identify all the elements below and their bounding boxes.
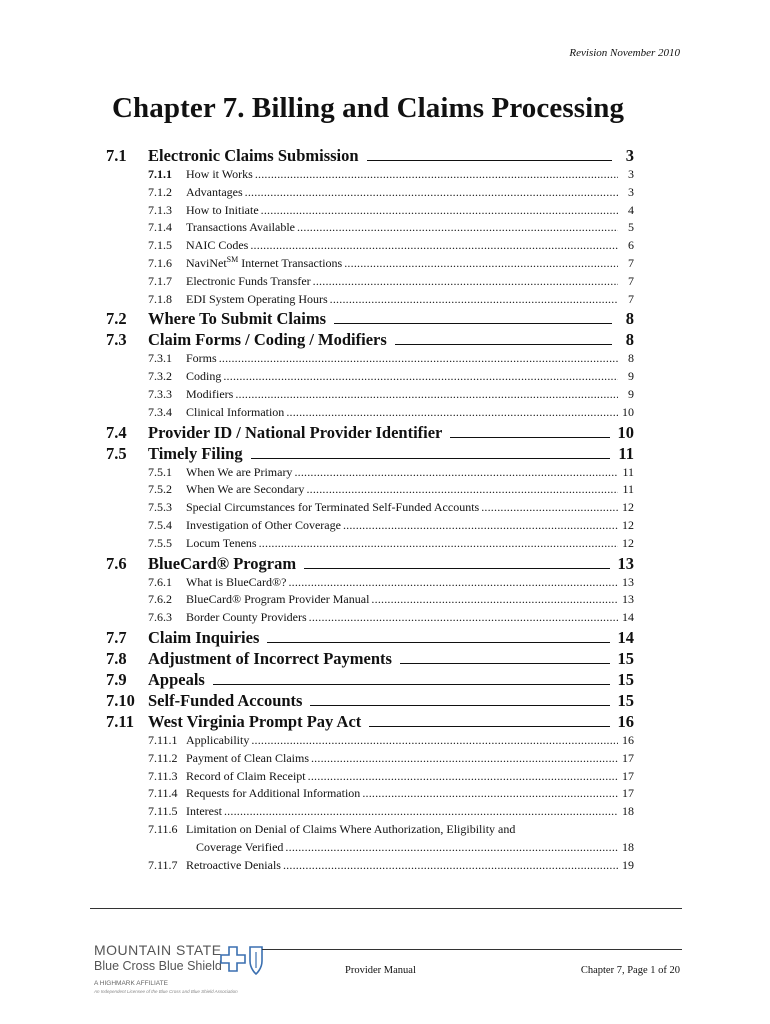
toc-section-leader — [334, 323, 612, 324]
toc-section-number: 7.8 — [106, 648, 127, 668]
toc-dot-leader — [223, 368, 618, 386]
toc-section-leader — [267, 642, 609, 643]
toc-section-title: Self-Funded Accounts — [148, 690, 303, 710]
logo-licensee: An Independent Licensee of the Blue Cross and Blue Shield Association — [94, 989, 238, 994]
toc-section-number: 7.4 — [106, 422, 127, 442]
toc-subsection-title — [186, 350, 217, 368]
toc-subsection-number: 7.11.5 — [148, 804, 178, 819]
toc-subsection-title — [186, 535, 257, 553]
toc-subsection-row[interactable] — [106, 732, 634, 750]
toc-subsection-row[interactable] — [106, 255, 634, 273]
toc-subsection-title-text: EDI System Operating Hours — [186, 291, 328, 306]
toc-section-page: 11 — [618, 443, 634, 463]
toc-subsection-page: 12 — [622, 535, 634, 550]
toc-dot-leader — [309, 609, 618, 627]
toc-subsection-page: 17 — [622, 768, 634, 783]
toc-dot-leader — [313, 273, 618, 291]
toc-section-leader — [400, 663, 610, 664]
toc-section-row[interactable] — [106, 443, 634, 464]
toc-subsection-number: 7.1.3 — [148, 202, 172, 217]
toc-subsection-row[interactable] — [106, 857, 634, 875]
footer-divider — [90, 908, 682, 909]
toc-subsection-page: 14 — [622, 610, 634, 625]
toc-section-page: 13 — [617, 553, 634, 573]
toc-section-leader — [369, 726, 609, 727]
toc-subsection-title — [186, 750, 309, 768]
toc-subsection-title — [186, 768, 306, 786]
toc-subsection-title-text: Modifiers — [186, 386, 234, 401]
toc-section-page: 8 — [625, 309, 634, 329]
toc-subsection-title — [186, 464, 292, 482]
toc-section-row[interactable] — [106, 711, 634, 732]
toc-subsection-number: 7.3.3 — [148, 386, 172, 401]
toc-subsection-title-rest: Internet Transactions — [238, 255, 343, 270]
toc-subsection-page: 13 — [622, 574, 634, 589]
footer-divider-short — [262, 949, 682, 950]
toc-subsection-page: 10 — [622, 404, 634, 419]
toc-section-title: Provider ID / National Provider Identifier — [148, 422, 443, 442]
toc-section-page: 3 — [625, 146, 634, 165]
toc-subsection-title-text: Retroactive Denials — [186, 857, 281, 872]
toc-subsection-row[interactable] — [106, 368, 634, 386]
toc-subsection-title — [186, 368, 221, 386]
toc-subsection-title-text: Requests for Additional Information — [186, 786, 361, 801]
toc-dot-leader — [288, 574, 618, 592]
toc-section-title: Claim Forms / Coding / Modifiers — [148, 330, 387, 350]
toc-subsection-title-text: When We are Primary — [186, 464, 293, 479]
toc-subsection-page: 8 — [628, 351, 634, 366]
toc-subsection-title — [186, 803, 222, 821]
toc-subsection-title — [186, 499, 479, 517]
toc-section-page: 15 — [617, 648, 634, 668]
toc-dot-leader — [283, 857, 618, 875]
toc-subsection-page: 11 — [622, 482, 634, 497]
toc-subsection-number: 7.6.3 — [148, 610, 172, 625]
toc-dot-leader — [224, 803, 618, 821]
toc-section-page: 16 — [617, 711, 634, 731]
toc-section-title: Timely Filing — [148, 443, 243, 463]
toc-subsection-page: 19 — [622, 857, 634, 872]
toc-dot-leader — [308, 768, 618, 786]
toc-subsection-page: 6 — [628, 238, 634, 253]
toc-dot-leader — [261, 202, 618, 220]
toc-subsection-number: 7.3.4 — [148, 404, 172, 419]
toc-subsection-number: 7.5.3 — [148, 500, 172, 515]
toc-subsection-number: 7.1.6 — [148, 255, 172, 270]
toc-subsection-row[interactable] — [106, 517, 634, 535]
toc-subsection-number: 7.1.8 — [148, 291, 172, 306]
toc-subsection-number: 7.5.2 — [148, 482, 172, 497]
toc-subsection-row[interactable] — [106, 291, 634, 309]
logo-line-2: Blue Cross Blue Shield — [94, 959, 222, 973]
toc-section-number: 7.11 — [106, 711, 134, 731]
toc-subsection-number: 7.11.6 — [148, 821, 178, 836]
toc-subsection-row[interactable] — [106, 350, 634, 368]
toc-subsection-title-cont: Coverage Verified — [196, 839, 284, 854]
toc-subsection-number: 7.5.4 — [148, 517, 172, 532]
toc-subsection-page: 12 — [622, 500, 634, 515]
toc-subsection-number: 7.1.5 — [148, 238, 172, 253]
toc-subsection-title — [186, 609, 307, 627]
toc-section-number: 7.1 — [106, 146, 127, 165]
toc-subsection-title-text: NaviNet — [186, 255, 227, 270]
toc-subsection-title — [186, 237, 248, 255]
cross-shield-icon — [220, 944, 264, 978]
footer-manual-label: Provider Manual — [345, 965, 416, 976]
toc-subsection-page: 16 — [622, 732, 634, 747]
toc-dot-leader — [297, 219, 618, 237]
toc-section-page: 14 — [617, 627, 634, 647]
toc-section-title: Adjustment of Incorrect Payments — [148, 648, 392, 668]
toc-section-leader — [367, 160, 612, 161]
toc-dot-leader — [285, 839, 618, 857]
toc-dot-leader — [286, 404, 618, 422]
toc-subsection-row[interactable] — [106, 499, 634, 517]
toc-subsection-page: 5 — [628, 220, 634, 235]
toc-subsection-row[interactable] — [106, 750, 634, 768]
toc-subsection-number: 7.5.5 — [148, 535, 172, 550]
toc-subsection-title — [186, 291, 328, 309]
toc-subsection-page: 12 — [622, 517, 634, 532]
revision-label: Revision November 2010 — [569, 47, 680, 59]
toc-subsection-title-text: Forms — [186, 351, 217, 366]
toc-section-number: 7.6 — [106, 553, 127, 573]
toc-section-leader — [395, 344, 612, 345]
company-logo — [88, 942, 268, 1002]
toc-subsection-title-text: Applicability — [186, 732, 250, 747]
table-of-contents — [106, 145, 634, 874]
toc-subsection-row[interactable] — [106, 785, 634, 803]
toc-dot-leader — [259, 535, 618, 553]
toc-subsection-row[interactable] — [106, 591, 634, 609]
toc-subsection-number: 7.5.1 — [148, 464, 172, 479]
toc-subsection-row[interactable] — [106, 768, 634, 786]
toc-subsection-title: Limitation on Denial of Claims Where Authorization, Eligibility and — [186, 821, 516, 836]
toc-section-page: 10 — [617, 422, 634, 442]
toc-subsection-title — [186, 481, 304, 499]
toc-section-row[interactable] — [106, 553, 634, 574]
toc-subsection-number: 7.6.1 — [148, 574, 172, 589]
toc-subsection-title-text: When We are Secondary — [186, 482, 305, 497]
toc-section-title: Where To Submit Claims — [148, 309, 327, 329]
toc-subsection-number: 7.11.4 — [148, 786, 178, 801]
service-mark: SM — [226, 254, 239, 264]
toc-section-number: 7.5 — [106, 443, 127, 463]
toc-subsection-title-text: NAIC Codes — [186, 238, 249, 253]
toc-subsection-number: 7.1.4 — [148, 220, 172, 235]
toc-section-leader — [450, 437, 609, 438]
toc-subsection-title-text: Coding — [186, 369, 222, 384]
toc-section-row[interactable] — [106, 669, 634, 690]
toc-dot-leader — [344, 255, 618, 273]
toc-subsection-title — [186, 732, 249, 750]
toc-subsection-row[interactable] — [106, 166, 634, 184]
toc-dot-leader — [219, 350, 618, 368]
toc-subsection-page: 17 — [622, 786, 634, 801]
toc-subsection-title-text: Clinical Information — [186, 404, 285, 419]
toc-subsection-title — [186, 184, 243, 202]
toc-dot-leader — [255, 166, 618, 184]
toc-subsection-row[interactable] — [106, 803, 634, 821]
toc-subsection-title-text: Special Circumstances for Terminated Self-Funded Accounts — [186, 500, 480, 515]
toc-section-row[interactable] — [106, 308, 634, 329]
toc-section-row[interactable] — [106, 627, 634, 648]
toc-subsection-title — [186, 591, 369, 609]
toc-subsection-title-text: Border County Providers — [186, 610, 307, 625]
toc-dot-leader — [245, 184, 618, 202]
toc-subsection-title-text: Payment of Clean Claims — [186, 750, 309, 765]
toc-subsection-title — [186, 219, 295, 237]
toc-dot-leader — [311, 750, 618, 768]
toc-dot-leader — [362, 785, 618, 803]
toc-subsection-title-text: Electronic Funds Transfer — [186, 273, 311, 288]
logo-line-1: MOUNTAIN STATE — [94, 942, 222, 958]
toc-dot-leader — [481, 499, 618, 517]
toc-section-title: Claim Inquiries — [148, 627, 260, 647]
toc-section-number: 7.7 — [106, 627, 127, 647]
toc-subsection-title-text: Locum Tenens — [186, 535, 257, 550]
toc-section-number: 7.9 — [106, 669, 127, 689]
toc-subsection-title-text: Interest — [186, 804, 222, 819]
toc-section-title: Electronic Claims Submission — [148, 146, 359, 165]
toc-subsection-title — [186, 273, 311, 291]
toc-dot-leader — [343, 517, 618, 535]
toc-subsection-title — [186, 517, 341, 535]
toc-subsection-row[interactable] — [106, 574, 634, 592]
toc-subsection-title — [186, 857, 281, 875]
toc-section-title: West Virginia Prompt Pay Act — [148, 711, 362, 731]
toc-subsection-page: 3 — [628, 184, 634, 199]
toc-subsection-title — [186, 574, 286, 592]
toc-subsection-title-text: How to Initiate — [186, 202, 259, 217]
toc-subsection-title — [186, 785, 360, 803]
toc-subsection-row[interactable] — [106, 821, 634, 857]
toc-section-number: 7.2 — [106, 309, 127, 329]
toc-subsection-row[interactable] — [106, 386, 634, 404]
toc-subsection-page: 9 — [628, 386, 634, 401]
toc-section-page: 8 — [625, 330, 634, 350]
toc-subsection-number: 7.11.3 — [148, 768, 178, 783]
toc-subsection-number: 7.3.1 — [148, 351, 172, 366]
toc-dot-leader — [250, 237, 618, 255]
toc-subsection-row[interactable] — [106, 273, 634, 291]
toc-subsection-title-text: How it Works — [186, 167, 253, 181]
toc-subsection-page: 17 — [622, 750, 634, 765]
footer-page-label: Chapter 7, Page 1 of 20 — [580, 965, 680, 976]
toc-subsection-number: 7.11.2 — [148, 750, 178, 765]
toc-subsection-number: 7.11.7 — [148, 857, 178, 872]
toc-subsection-number: 7.1.1 — [148, 167, 172, 181]
toc-subsection-title — [186, 255, 342, 273]
toc-section-title: BlueCard® Program — [148, 553, 297, 573]
toc-dot-leader — [294, 464, 618, 482]
toc-section-leader — [304, 568, 609, 569]
toc-section-row[interactable] — [106, 422, 634, 443]
toc-section-leader — [310, 705, 609, 706]
toc-section-leader — [213, 684, 610, 685]
toc-subsection-title — [186, 166, 253, 184]
toc-subsection-title — [186, 404, 284, 422]
logo-affiliate: A HIGHMARK AFFILIATE — [94, 980, 168, 987]
chapter-title: Chapter 7. Billing and Claims Processing — [112, 92, 625, 124]
toc-section-number: 7.3 — [106, 330, 127, 350]
toc-subsection-title-text: Record of Claim Receipt — [186, 768, 306, 783]
toc-subsection-title-text: BlueCard® Program Provider Manual — [186, 592, 370, 607]
toc-section-number: 7.10 — [106, 690, 135, 710]
toc-subsection-title-text: Investigation of Other Coverage — [186, 517, 341, 532]
toc-section-row[interactable] — [106, 648, 634, 669]
toc-dot-leader — [306, 481, 618, 499]
toc-subsection-page: 11 — [622, 464, 634, 479]
toc-section-row[interactable] — [106, 329, 634, 350]
toc-section-row[interactable] — [106, 145, 634, 166]
toc-dot-leader — [235, 386, 618, 404]
toc-subsection-row[interactable] — [106, 202, 634, 220]
toc-subsection-page: 4 — [628, 202, 634, 217]
toc-dot-leader — [251, 732, 618, 750]
toc-section-row[interactable] — [106, 690, 634, 711]
toc-subsection-page: 18 — [622, 839, 634, 854]
toc-subsection-page: 3 — [628, 167, 634, 181]
toc-subsection-title-text: What is BlueCard®? — [186, 574, 287, 589]
toc-subsection-title — [186, 386, 233, 404]
toc-dot-leader — [371, 591, 618, 609]
toc-section-title: Appeals — [148, 669, 205, 689]
toc-subsection-row[interactable] — [106, 404, 634, 422]
toc-subsection-row[interactable] — [106, 609, 634, 627]
toc-subsection-row[interactable] — [106, 237, 634, 255]
toc-subsection-number: 7.11.1 — [148, 732, 178, 747]
toc-subsection-number: 7.1.2 — [148, 184, 172, 199]
toc-subsection-page: 9 — [628, 369, 634, 384]
toc-dot-leader — [330, 291, 618, 309]
toc-subsection-title-text: Advantages — [186, 184, 243, 199]
toc-subsection-number: 7.3.2 — [148, 369, 172, 384]
toc-subsection-page: 7 — [628, 255, 634, 270]
toc-subsection-row[interactable] — [106, 219, 634, 237]
toc-section-leader — [251, 458, 611, 459]
toc-section-page: 15 — [617, 669, 634, 689]
toc-section-page: 15 — [617, 690, 634, 710]
toc-subsection-title-text: Transactions Available — [186, 220, 295, 235]
toc-subsection-row[interactable] — [106, 464, 634, 482]
toc-subsection-page: 7 — [628, 291, 634, 306]
toc-subsection-page: 7 — [628, 273, 634, 288]
toc-subsection-page: 18 — [622, 804, 634, 819]
toc-subsection-page: 13 — [622, 592, 634, 607]
toc-subsection-row[interactable] — [106, 535, 634, 553]
toc-subsection-row[interactable] — [106, 184, 634, 202]
toc-subsection-number: 7.1.7 — [148, 273, 172, 288]
toc-subsection-row[interactable] — [106, 481, 634, 499]
toc-subsection-number: 7.6.2 — [148, 592, 172, 607]
toc-subsection-title — [186, 202, 259, 220]
